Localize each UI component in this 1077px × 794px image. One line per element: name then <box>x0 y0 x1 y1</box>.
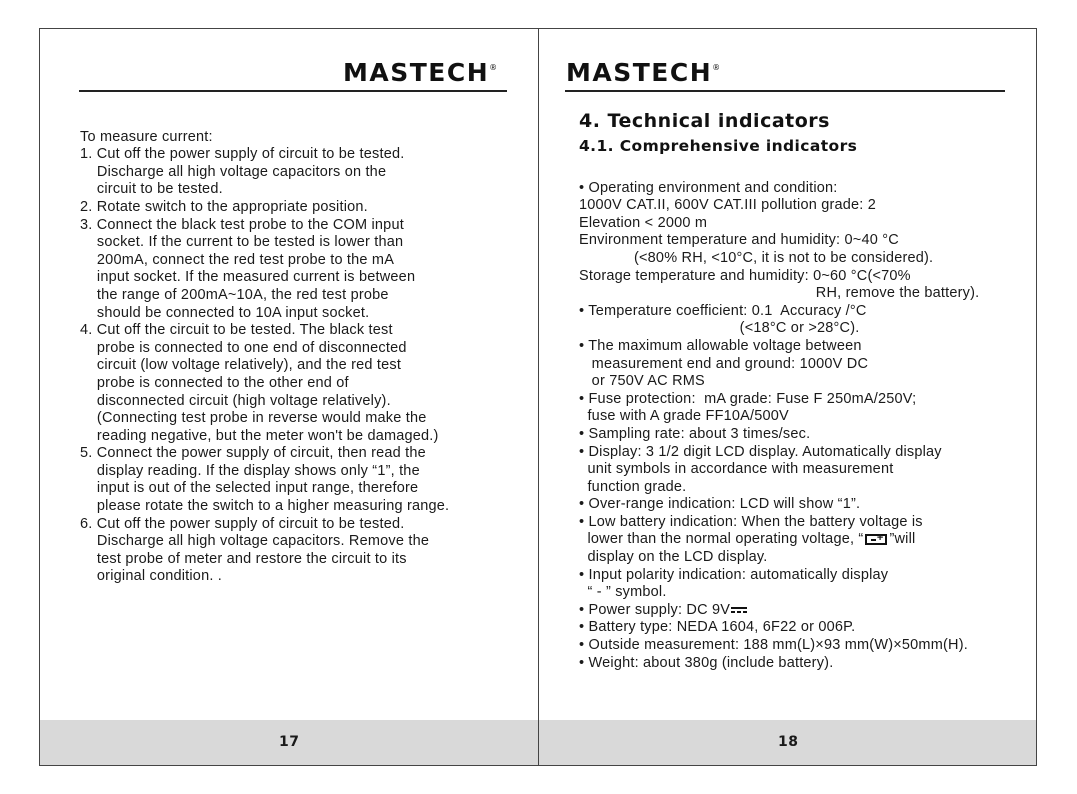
text-line: probe is connected to one end of disconnected <box>80 339 407 356</box>
text-line: test probe of meter and restore the circuit to its <box>80 550 407 567</box>
text-line: • Input polarity indication: automatically display <box>579 566 889 583</box>
brand-logo-left: MASTECH® <box>343 58 498 87</box>
text-line: disconnected circuit (high voltage relatively). <box>80 392 391 409</box>
text-line: 3. Connect the black test probe to the COM input <box>80 216 404 233</box>
text-line: measurement end and ground: 1000V DC <box>579 355 869 372</box>
text-line: lower than the normal operating voltage, “ + ”will <box>579 531 979 549</box>
text-line: 1. Cut off the power supply of circuit to be tested. <box>80 146 405 163</box>
text-line: 2. Rotate switch to the appropriate position. <box>80 198 368 215</box>
text-line: Environment temperature and humidity: 0~40 °C <box>579 232 899 249</box>
text-line: circuit (low voltage relatively), and the red test <box>80 357 402 374</box>
text-line: • Temperature coefficient: 0.1 Accuracy /°C <box>579 302 867 319</box>
text-line: • Sampling rate: about 3 times/sec. <box>579 425 811 442</box>
battery-icon <box>865 534 887 545</box>
right-page-text <box>579 162 979 690</box>
text-line: • Power supply: DC 9V <box>579 602 979 620</box>
text-line: • Fuse protection: mA grade: Fuse F 250mA/250V; <box>579 390 917 407</box>
text-line: (<18°C or >28°C). <box>579 320 860 337</box>
text-line: 6. Cut off the power supply of circuit to be tested. <box>80 515 405 532</box>
text-line: please rotate the switch to a higher measuring range. <box>80 498 450 515</box>
text-line: • Low battery indication: When the battery voltage is <box>579 513 923 530</box>
text-line: • Battery type: NEDA 1604, 6F22 or 006P. <box>579 619 856 636</box>
header-rule-left <box>79 90 507 92</box>
text-line: RH, remove the battery). <box>579 285 980 302</box>
text-line: • The maximum allowable voltage between <box>579 337 862 354</box>
text-line: or 750V AC RMS <box>579 373 705 390</box>
text-line: fuse with A grade FF10A/500V <box>579 408 789 425</box>
text-line: (Connecting test probe in reverse would make the <box>80 410 427 427</box>
page-number-left: 17 <box>279 734 300 750</box>
text-line: Discharge all high voltage capacitors on the <box>80 163 387 180</box>
page-number-right: 18 <box>778 734 799 750</box>
text-line: • Operating environment and condition: <box>579 179 838 196</box>
text-line: 4. Cut off the circuit to be tested. The black test <box>80 322 393 339</box>
text-line: circuit to be tested. <box>80 181 223 198</box>
text-line: 5. Connect the power supply of circuit, then read the <box>80 445 426 462</box>
text-line: input socket. If the measured current is between <box>80 269 416 286</box>
page-divider <box>538 28 539 766</box>
text-line: • Over-range indication: LCD will show “1”. <box>579 496 861 513</box>
text-line: input is out of the selected input range, therefore <box>80 480 419 497</box>
text-line: function grade. <box>579 478 687 495</box>
text-line: 1000V CAT.II, 600V CAT.III pollution grade: 2 <box>579 197 877 214</box>
text-line: 200mA, connect the red test probe to the mA <box>80 251 395 268</box>
text-line: To measure current: <box>80 128 213 145</box>
text-line: Discharge all high voltage capacitors. Remove the <box>80 533 430 550</box>
brand-logo-right: MASTECH® <box>566 58 721 87</box>
text-line: “ - ” symbol. <box>579 584 667 601</box>
text-line: • Outside measurement: 188 mm(L)×93 mm(W)×50mm(H). <box>579 637 968 654</box>
text-line: probe is connected to the other end of <box>80 374 349 391</box>
text-line: unit symbols in accordance with measurement <box>579 461 894 478</box>
header-rule-right <box>565 90 1005 92</box>
left-page-text <box>80 111 449 604</box>
text-line: original condition. . <box>80 568 223 585</box>
text-line: display on the LCD display. <box>579 549 768 566</box>
text-line: reading negative, but the meter won't be damaged.) <box>80 427 439 444</box>
text-line: Storage temperature and humidity: 0~60 °C(<70% <box>579 267 911 284</box>
text-line: • Weight: about 380g (include battery). <box>579 654 834 671</box>
text-line: the range of 200mA~10A, the red test probe <box>80 286 389 303</box>
text-line: Elevation < 2000 m <box>579 214 708 231</box>
text-line: display reading. If the display shows only “1”, the <box>80 462 420 479</box>
subsection-heading: 4.1. Comprehensive indicators <box>579 137 858 155</box>
text-line: should be connected to 10A input socket. <box>80 304 370 321</box>
text-line: • Display: 3 1/2 digit LCD display. Automatically display <box>579 443 942 460</box>
text-line: socket. If the current to be tested is lower than <box>80 234 404 251</box>
dc-symbol-icon <box>731 607 747 613</box>
section-heading: 4. Technical indicators <box>579 110 830 132</box>
text-line: (<80% RH, <10°C, it is not to be considered). <box>579 249 934 266</box>
